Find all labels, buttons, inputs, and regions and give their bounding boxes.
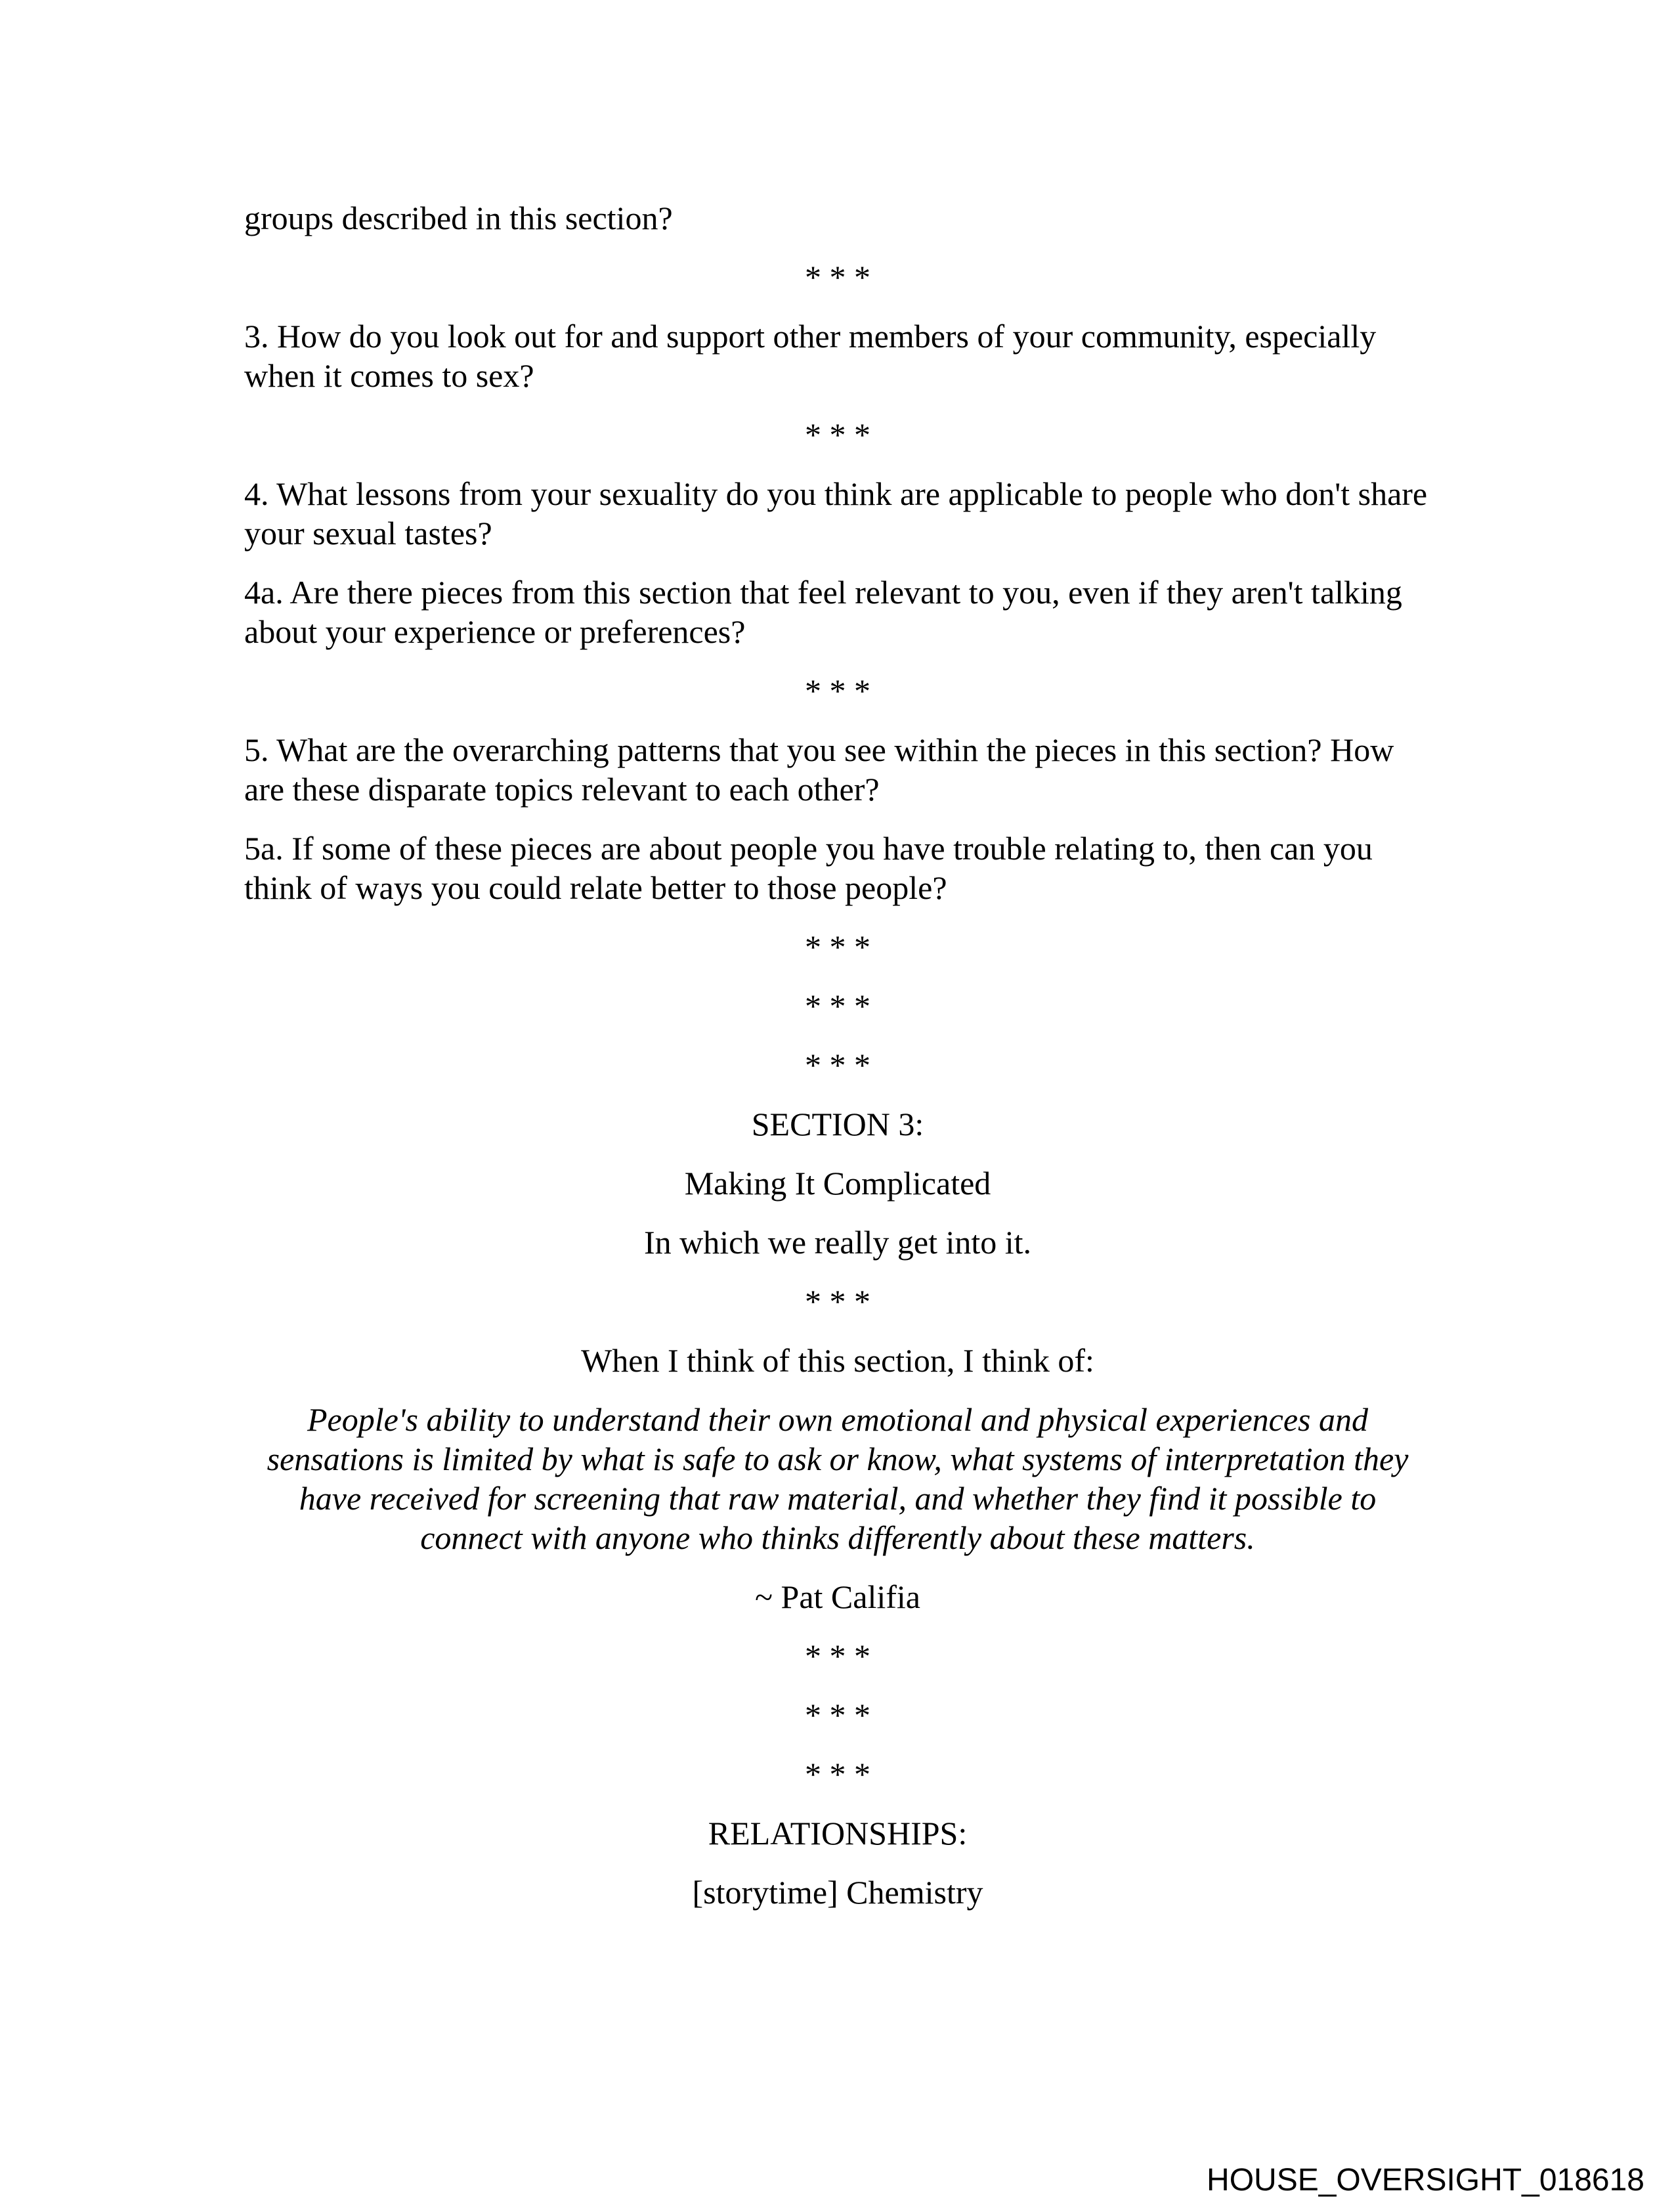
piece-title: [storytime] Chemistry [692, 1874, 983, 1911]
attribution: ~ Pat Califia [754, 1578, 920, 1615]
body: 5a. If some of these pieces are about people you have trouble relating to, then can you think of ways you could relate better to those people? [244, 830, 1373, 906]
separator: * * * [805, 1697, 870, 1733]
document-content [244, 198, 1431, 1932]
body: groups described in this section? [244, 200, 673, 236]
separator: * * * [805, 987, 870, 1024]
separator: * * * [805, 1283, 870, 1320]
body: 4a. Are there pieces from this section that feel relevant to you, even if they aren't talking about your experience or preferences? [244, 574, 1402, 650]
quote-line: have received for screening that raw material, and whether they find it possible to [299, 1480, 1377, 1517]
quote [244, 1400, 1431, 1557]
separator: * * * [805, 1637, 870, 1674]
category-label: RELATIONSHIPS: [708, 1815, 968, 1852]
bates-stamp [1207, 2163, 1644, 2198]
separator: * * * [805, 672, 870, 709]
separator: * * * [805, 259, 870, 295]
body: 5. What are the overarching patterns that you see within the pieces in this section? How are these disparate topics relevant to each other? [244, 731, 1394, 808]
bates-number: HOUSE_OVERSIGHT_018618 [1207, 2163, 1644, 2198]
quote-line: People's ability to understand their own emotional and physical experiences and [307, 1401, 1368, 1438]
quote-line: connect with anyone who thinks differently about these matters. [420, 1519, 1255, 1556]
separator: * * * [805, 1756, 870, 1792]
think-heading: When I think of this section, I think of: [581, 1342, 1094, 1379]
separator: * * * [805, 416, 870, 453]
section-title: Making It Complicated [684, 1165, 991, 1202]
separator: * * * [805, 1047, 870, 1083]
section-subtitle: In which we really get into it. [643, 1224, 1032, 1261]
body: 4. What lessons from your sexuality do you think are applicable to people who don't share your sexual tastes? [244, 475, 1428, 552]
section-label: SECTION 3: [751, 1106, 924, 1142]
body: 3. How do you look out for and support other members of your community, especially when it comes to sex? [244, 318, 1377, 394]
separator: * * * [805, 928, 870, 965]
quote-line: sensations is limited by what is safe to ask or know, what systems of interpretation they [267, 1441, 1409, 1477]
